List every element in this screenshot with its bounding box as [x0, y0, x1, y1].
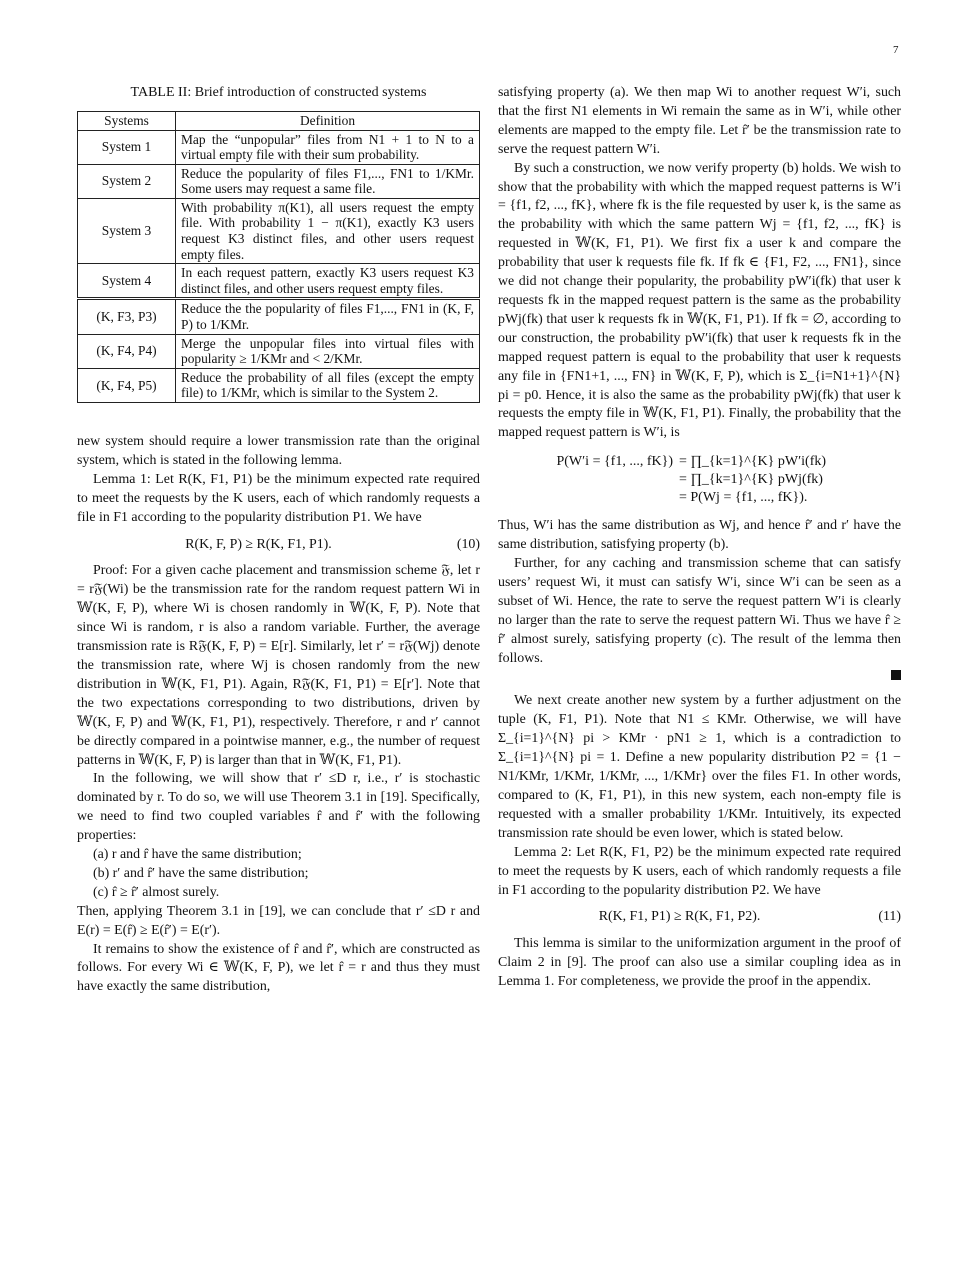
table-row — [78, 130, 480, 164]
paragraph: We next create another new system by a further adjustment on the tuple (K, F1, P1). Note that N1 ≤ KMr. Otherwise, we will have Σ_{i=1}^{N} pi > KMr · pN1 ≥ 1, which is a contradiction to Σ_{i=1}^{N} pi = 1. Define a new popularity distribution P2 = {1 − N1/KMr, 1/KMr, 1/KMr, ..., 1/KMr} over the files F1. In other words, compared to (K, F1, P1), in this new system, each non-empty file is requested with a smaller probability 1/KMr. Intuitively, its expected transmission rate should be even lower, which is stated below. — [498, 693, 901, 841]
paragraph: In the following, we will show that r′ ≤D r, i.e., r′ is stochastic dominated by r. To do so, we will use Theorem 3.1 in [19]. Specifically, we need to find two coupled variables r̂ and r̂′ with the following properties: — [77, 771, 480, 844]
table-cell-system: (K, F4, P5) — [78, 368, 176, 402]
equation-body: R(K, F, P) ≥ R(K, F1, P1). — [185, 536, 332, 552]
table-cell-system: (K, F4, P4) — [78, 334, 176, 368]
equation-lhs — [498, 471, 679, 489]
table-cell-definition: Reduce the popularity of files F1,..., FN1 to 1/KMr. Some users may request a same file. — [176, 164, 480, 198]
equation-line — [498, 471, 901, 489]
equation-rhs: = ∏_{k=1}^{K} pW′i(fk) — [679, 454, 827, 470]
table-row — [78, 164, 480, 198]
table-header-definition: Definition — [176, 111, 480, 130]
qed-square-icon — [891, 670, 901, 680]
table-cell-definition: With probability π(K1), all users request the empty file. With probability 1 − π(K1), exactly K3 users request K3 distinct files, and other users request empty files. — [176, 198, 480, 263]
equation-lhs: P(W′i = {f1, ..., fK}) — [556, 454, 673, 470]
table-cell-definition: Reduce the probability of all files (except the empty file) to 1/KMr, which is similar to the System 2. — [176, 368, 480, 402]
equation-line — [498, 489, 901, 507]
table-cell-definition: Map the “unpopular” files from N1 + 1 to N to a virtual empty file with their sum probability. — [176, 130, 480, 164]
paragraph: This lemma is similar to the uniformization argument in the proof of Claim 2 in [9]. The proof can also use a similar coupling idea as in Lemma 1. For completeness, we provide the proof in the appendix. — [498, 936, 901, 990]
equation-body: R(K, F1, P1) ≥ R(K, F1, P2). — [598, 909, 761, 925]
table-cell-system: System 3 — [78, 198, 176, 263]
equation-number: (11) — [878, 909, 901, 925]
property-item-a: (a) r and r̂ have the same distribution; — [93, 847, 302, 863]
equation-rhs: = ∏_{k=1}^{K} pWj(fk) — [679, 472, 823, 488]
table-cell-system: System 4 — [78, 264, 176, 299]
qed-marker — [498, 670, 901, 680]
table-cell-system: (K, F3, P3) — [78, 299, 176, 334]
table-header-row — [78, 111, 480, 130]
table-cell-definition: Reduce the the popularity of files F1,..., FN1 in (K, F, P) to 1/KMr. — [176, 299, 480, 334]
table-header-systems: Systems — [78, 111, 176, 130]
table-cell-system: System 1 — [78, 130, 176, 164]
display-equation — [498, 453, 901, 507]
table-row — [78, 334, 480, 368]
equation-lhs — [498, 489, 679, 507]
table-cell-definition: In each request pattern, exactly K3 users request K3 distinct files, and other users request empty files. — [176, 264, 480, 299]
equation-line — [498, 453, 901, 471]
systems-table — [77, 111, 480, 403]
property-item-c: (c) r̂ ≥ r̂′ almost surely. — [93, 884, 220, 900]
paragraph: satisfying property (a). We then map Wi to another request W′i, such that the first N1 elements in Wi remain the same as in W′i, while other elements are mapped to the empty file. Let r̂′ be the transmission rate to serve the request pattern W′i. — [498, 85, 901, 157]
lemma-2: Lemma 2: Let R(K, F1, P2) be the minimum expected rate required to meet the requests by K users, each of which randomly requests a file in F1 according to the popularity distribution P2. We have — [498, 844, 901, 898]
paragraph: Further, for any caching and transmission scheme that can satisfy users’ request Wi, it must can satisfy W′i, since W′i can be seen as a subset of Wi. Hence, the rate to serve the request pattern W′i is clearly no larger than the rate to serve the request pattern Wi. Thus we have r̂ ≥ r̂′ almost surely, satisfying property (c). The result of the lemma then follows. — [498, 556, 901, 666]
equation-rhs: = P(Wj = {f1, ..., fK}). — [679, 490, 808, 506]
page-number: 7 — [893, 44, 899, 56]
paragraph: Thus, W′i has the same distribution as Wj, and hence r̂′ and r′ have the same distribution, satisfying property (b). — [498, 518, 901, 553]
equation-11 — [498, 908, 901, 927]
paragraph: By such a construction, we now verify property (b) holds. We wish to show that the probability with which the mapped request patterns is W′i = {f1, f2, ..., fK}, where fk is the file requested by user k, is the same as the probability with which the same pattern Wj = {f1, f2, ..., fK} is requested in 𝕎(K, F1, P1). We first fix a user k and compare the probability that user k requests file fk. If fk ∈ {F1, F2, ..., FN1}, since we did not change their popularity, the probability pW′i(fk) that user k requests fk in the mapped request pattern is the same as the probability pWj(fk) that user k requests fk in 𝕎(K, F1, P1). If fk = ∅, according to our construction, the probability pW′i(fk) that user k requests fk in the mapped request pattern is equal to the probability that user k requests any file in {FN1+1, ..., FN} in 𝕎(K, F, P), which is Σ_{i=N1+1}^{N} pi = p0. Hence, it is also the same as the probability pWj(fk) that user k requests the empty file in 𝕎(K, F1, P1). Finally, the probability that the mapped request pattern is W′i, is — [498, 160, 901, 441]
equation-number: (10) — [456, 536, 480, 552]
lemma-1: Lemma 1: Let R(K, F1, P1) be the minimum expected rate required to meet the requests by the K users, each of which randomly requests a file in F1 according to the popularity distribution P1. We have — [77, 471, 480, 525]
paragraph: new system should require a lower transmission rate than the original system, which is stated in the following lemma. — [77, 434, 480, 468]
paragraph: It remains to show the existence of r̂ and r̂′, which are constructed as follows. For every Wi ∈ 𝕎(K, F, P), we let r̂ = r and thus they must have exactly the same distribution, — [77, 941, 480, 995]
table-row — [78, 198, 480, 263]
table-caption: TABLE II: Brief introduction of constructed systems — [130, 85, 427, 100]
proof-paragraph: Proof: For a given cache placement and transmission scheme 𝔉, let r = r𝔉(Wi) be the transmission rate for the random request pattern Wi in 𝕎(K, F, P), where Wi is chosen randomly in 𝕎(K, F, P). Note that since Wi is random, r is also a random variable. Further, the average transmission rate is R𝔉(K, F, P) = E[r]. Similarly, let r′ = r𝔉(Wj) denote the transmission rate, where Wj is chosen randomly from the new distribution in 𝕎(K, F1, P1). Again, R𝔉(K, F1, P1) = E[r′]. Note that the two expectations corresponding to two distributions, driven by 𝕎(K, F, P) and 𝕎(K, F1, P1), respectively. Therefore, r and r′ cannot be directly compared in a pointwise manner, e.g., the number of request patterns in 𝕎(K, F, P) is larger than that in 𝕎(K, F1, P1). — [77, 563, 480, 768]
equation-10 — [77, 536, 480, 555]
paragraph: Then, applying Theorem 3.1 in [19], we can conclude that r′ ≤D r and E(r) = E(r̂) ≥ E(r̂′) = E(r′). — [77, 903, 480, 938]
table-cell-definition: Merge the unpopular files into virtual files with popularity ≥ 1/KMr and < 2/KMr. — [176, 334, 480, 368]
property-item-b: (b) r′ and r̂′ have the same distribution; — [93, 865, 309, 881]
table-row — [78, 264, 480, 299]
right-column — [498, 84, 901, 992]
left-column — [77, 84, 480, 997]
table-cell-system: System 2 — [78, 164, 176, 198]
table-row — [78, 299, 480, 334]
table-row — [78, 368, 480, 402]
